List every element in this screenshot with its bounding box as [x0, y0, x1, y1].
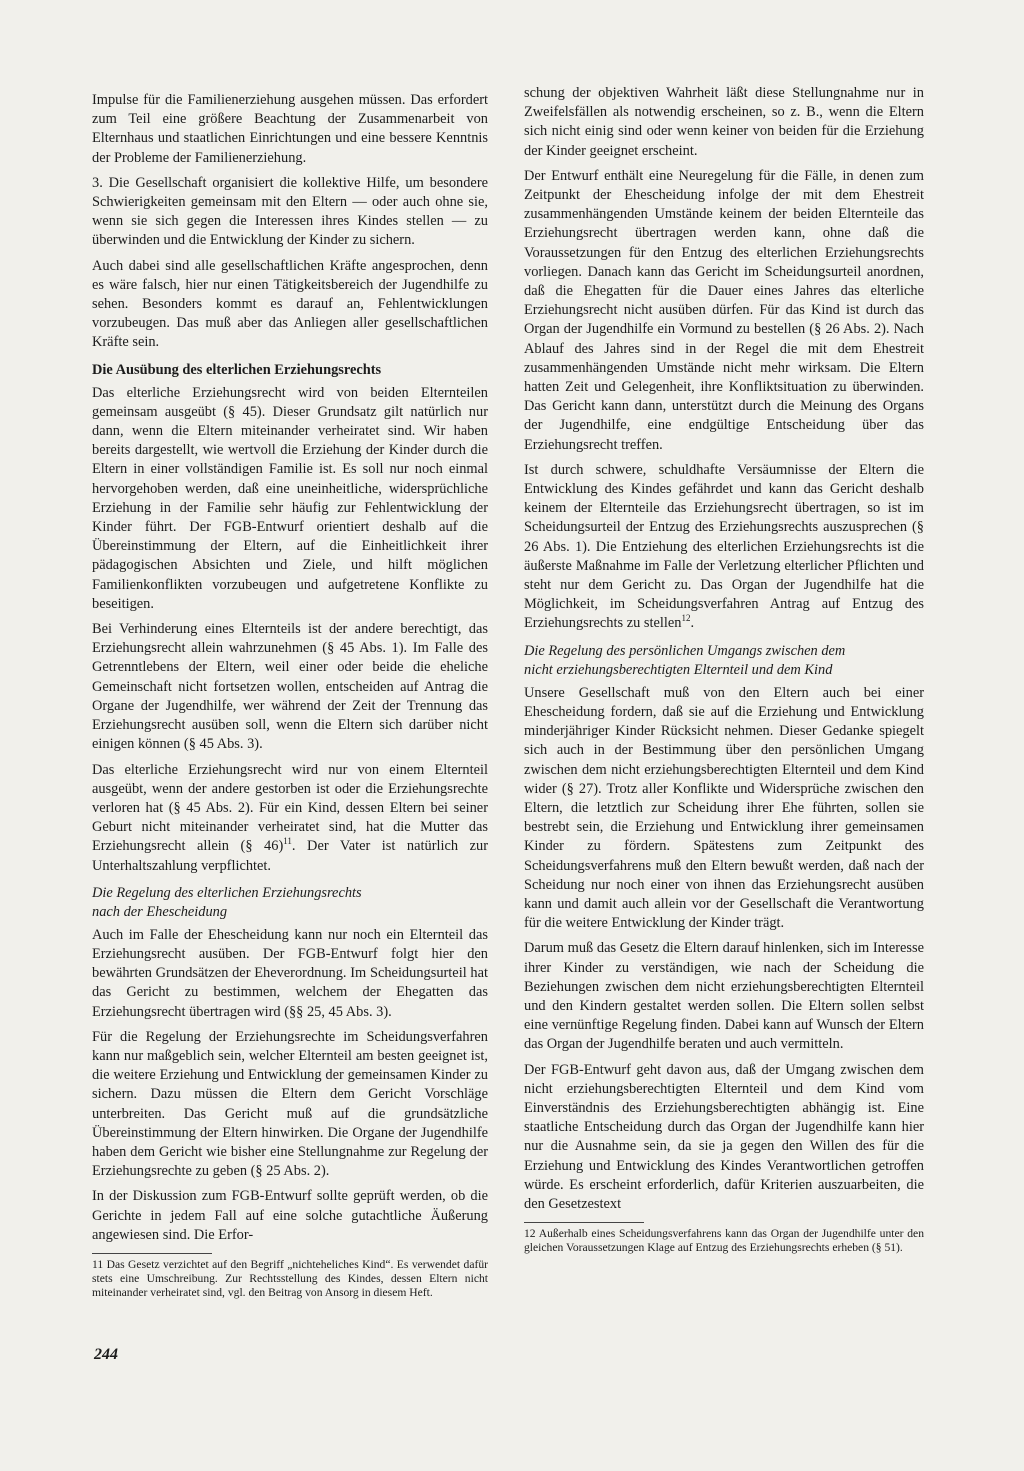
- section-heading: Die Regelung des elterlichen Erziehungsrechts nach der Ehescheidung: [92, 884, 362, 920]
- right-column: [524, 84, 924, 1261]
- section-heading: Die Regelung des persönlichen Umgangs zwischen dem nicht erziehungsberechtigten Elternteil und dem Kind: [524, 642, 846, 678]
- section-heading: Die Ausübung des elterlichen Erziehungsrechts: [92, 361, 382, 378]
- paragraph: Der FGB-Entwurf geht davon aus, daß der Umgang zwischen dem nicht erziehungsberechtigten Elternteil und dem Kind vom Einverständnis des Erziehungsberechtigten abhängig ist. Eine staatliche Entscheidung durch das Organ der Jugendhilfe kann hier nur die Ausnahme sein, da sie ja gegen den Willen des für die Erziehung und Entwicklung des Kindes Verantwortlichen getroffen würde. Es erscheint erforderlich, dafür Kriterien auszuarbeiten, die den Gesetzestext: [524, 1061, 924, 1212]
- footnote: 11 Das Gesetz verzichtet auf den Begriff „nichteheliches Kind“. Es verwendet dafür stets eine Umschreibung. Zur Rechtsstellung des Kindes, dessen Eltern nicht miteinander verheiratet sind, vgl. den Beitrag von Ansorg in diesem Heft.: [92, 1257, 488, 1299]
- footnote-marker: 11: [283, 836, 292, 847]
- footnote-divider: [524, 1222, 644, 1223]
- paragraph: Für die Regelung der Erziehungsrechte im Scheidungsverfahren kann nur maßgeblich sein, welcher Elternteil am besten geeignet ist, die weitere Erziehung und Entwicklung der gemeinsamen Kinder zu sichern. Dazu müssen die Eltern dem Gericht Vorschläge unterbreiten. Das Gericht muß auf die grundsätzliche Übereinstimmung der Eltern hinwirken. Die Organe der Jugendhilfe haben dem Gericht wie bisher eine Stellungnahme zur Regelung der Erziehungsrechte zu geben (§ 25 Abs. 2).: [92, 1028, 488, 1180]
- paragraph: [524, 461, 924, 634]
- footnote-divider: [92, 1253, 212, 1254]
- paragraph: Auch im Falle der Ehescheidung kann nur noch ein Elternteil das Erziehungsrecht ausüben. Der FGB-Entwurf folgt hier den bewährten Grundsätzen der Eheverordnung. Im Scheidungsurteil hat das Gericht zu bestimmen, welchem der Ehegatten das Erziehungsrecht übertragen wird (§§ 25, 45 Abs. 3).: [92, 926, 488, 1020]
- paragraph: 3. Die Gesellschaft organisiert die kollektive Hilfe, um besondere Schwierigkeiten gemeinsam mit den Eltern — oder auch ohne sie, wenn sie sich gegen die Interessen ihres Kindes stellen — zu überwinden und die Entwicklung der Kinder zu sichern.: [92, 174, 488, 249]
- paragraph-text: . Der Vater ist natürlich zur Unterhaltszahlung verpflichtet.: [92, 838, 488, 874]
- footnote-marker: 12: [681, 613, 691, 624]
- paragraph: Bei Verhinderung eines Elternteils ist der andere berechtigt, das Erziehungsrecht allein wahrzunehmen (§ 45 Abs. 1). Im Falle des Getrenntlebens der Eltern, weil einer oder beide die eheliche Gemeinschaft nicht fortsetzen wollen, entscheiden auf Antrag die Organe der Jugendhilfe, wer während der Zeit der Trennung das Erziehungsrecht ausüben soll, wenn die Eltern sich darüber nicht einigen können (§ 45 Abs. 3).: [92, 621, 488, 753]
- paragraph-text: Ist durch schwere, schuldhafte Versäumnisse der Eltern die Entwicklung des Kindes gefährdet und kann das Gericht deshalb keinem der Elternteile das Erziehungsrecht übertragen, so ist im Scheidungsurteil der Entzug des Erziehungsrechts auszusprechen (§ 26 Abs. 1). Die Entziehung des elterlichen Erziehungsrechts ist die äußerste Maßnahme im Falle der Verletzung elterlicher Pflichten und steht nur dem Gericht zu. Das Organ der Jugendhilfe hat die Möglichkeit, im Scheidungsverfahren Antrag auf Entzug des Erziehungsrechts zu stellen: [524, 461, 924, 632]
- footnote: 12 Außerhalb eines Scheidungsverfahrens kann das Organ der Jugendhilfe unter den gleichen Voraussetzungen Klage auf Entzug des Erziehungsrechts erheben (§ 51).: [524, 1227, 924, 1255]
- paragraph: Der Entwurf enthält eine Neuregelung für die Fälle, in denen zum Zeitpunkt der Ehescheidung infolge der mit dem Ehestreit zusammenhängenden Umstände keinem der beiden Elternteile das Erziehungsrecht übertragen werden kann, ohne daß die Voraussetzungen für den Entzug des elterlichen Erziehungsrechts vorliegen. Danach kann das Gericht im Scheidungsurteil anordnen, daß die Ehegatten für die Dauer eines Jahres das elterliche Erziehungsrecht nicht ausüben dürfen. Für das Kind ist durch das Organ der Jugendhilfe ein Vormund zu bestellen (§ 26 Abs. 2). Nach Ablauf des Jahres sind in der Regel die mit dem Ehestreit zusammenhängenden Umstände nicht mehr wirksam. Die Eltern hatten Zeit und Gelegenheit, ihre Konfliktsituation zu überwinden. Das Gericht kann dann, unterstützt durch die Meinung des Organs der Jugendhilfe, eine endgültige Entscheidung über das Erziehungsrecht treffen.: [524, 167, 924, 453]
- paragraph: Unsere Gesellschaft muß von den Eltern auch bei einer Ehescheidung fordern, daß sie auf die Erziehung und Entwicklung minderjähriger Kinder Rücksicht nehmen. Dieser Gedanke spiegelt sich auch in der Bestimmung über den persönlichen Umgang zwischen dem nicht erziehungsberechtigten Elternteil und dem Kind wider (§ 27). Trotz aller Konflikte und Widersprüche zwischen den Eltern, die letztlich zur Scheidung ihrer Ehe führten, sollen sie bestrebt sein, die Erziehung und Entwicklung ihrer gemeinsamen Kinder zu fördern. Spätestens zum Zeitpunkt des Scheidungsverfahrens muß den Eltern bewußt werden, daß nach der Scheidung nur noch einer von ihnen das Erziehungsrecht ausüben kann und damit auch allein vor der Gesellschaft die Verantwortung für die weitere Entwicklung der Kinder trägt.: [524, 684, 924, 932]
- paragraph: Darum muß das Gesetz die Eltern darauf hinlenken, sich im Interesse ihrer Kinder zu verständigen, wie nach der Scheidung die Beziehungen zwischen dem nicht erziehungsberechtigten Elternteil und den Kindern gestaltet werden sollen. Die Eltern sollen selbst eine vernünftige Regelung finden. Dabei kann auf Wunsch der Eltern das Organ der Jugendhilfe beraten und auch vermitteln.: [524, 940, 924, 1053]
- page-number: 244: [94, 1346, 118, 1363]
- paragraph: [92, 761, 488, 876]
- paragraph-text: .: [690, 615, 695, 632]
- paragraph: schung der objektiven Wahrheit läßt diese Stellungnahme nur in Zweifelsfällen als notwendig erscheinen, so z. B., wenn die Eltern sich nicht einig sind oder wenn keiner von beiden für die Erziehung der Kinder geeignet erscheint.: [524, 85, 924, 159]
- paragraph: Das elterliche Erziehungsrecht wird von beiden Elternteilen gemeinsam ausgeübt (§ 45). Dieser Grundsatz gilt natürlich nur dann, wenn die Eltern miteinander verheiratet sind. Wir haben bereits dargestellt, wie wertvoll die Erziehung der Kinder durch die Eltern in einer vollständigen Familie ist. Es soll nur noch einmal hervorgehoben werden, daß eine uneinheitliche, widersprüchliche Erziehung in der Familie sehr häufig zur Fehlentwicklung der Kinder führt. Der FGB-Entwurf orientiert deshalb auf die Übereinstimmung der Eltern, auf die Einheitlichkeit ihrer pädagogischen Absichten und Ziele, und hilft möglichen Familienkonflikten vorzubeugen und aufgetretene Konflikte zu beseitigen.: [92, 384, 488, 612]
- paragraph-text: Das elterliche Erziehungsrecht wird nur von einem Elternteil ausgeübt, wenn der andere gestorben ist oder die Erziehungsrechte verloren hat (§ 45 Abs. 2). Für ein Kind, dessen Eltern bei seiner Geburt nicht miteinander verheiratet sind, hat die Mutter das Erziehungsrecht allein (§ 46): [92, 761, 488, 855]
- left-column: [92, 91, 488, 1306]
- paragraph: Auch dabei sind alle gesellschaftlichen Kräfte angesprochen, denn es wäre falsch, hier nur einen Tätigkeitsbereich der Jugendhilfe zu sehen. Besonders kommt es darauf an, Fehlentwicklungen vorzubeugen. Das muß aber das Anliegen aller gesellschaftlichen Kräfte sein.: [92, 257, 488, 351]
- paragraph: In der Diskussion zum FGB-Entwurf sollte geprüft werden, ob die Gerichte in jedem Fall auf eine solche gutachtliche Äußerung angewiesen sind. Die Erfor-: [92, 1188, 488, 1243]
- paragraph: Impulse für die Familienerziehung ausgehen müssen. Das erfordert zum Teil eine größere Beachtung der Zusammenarbeit von Elternhaus und staatlichen Einrichtungen und eine bessere Kenntnis der Probleme der Familienerziehung.: [92, 92, 488, 166]
